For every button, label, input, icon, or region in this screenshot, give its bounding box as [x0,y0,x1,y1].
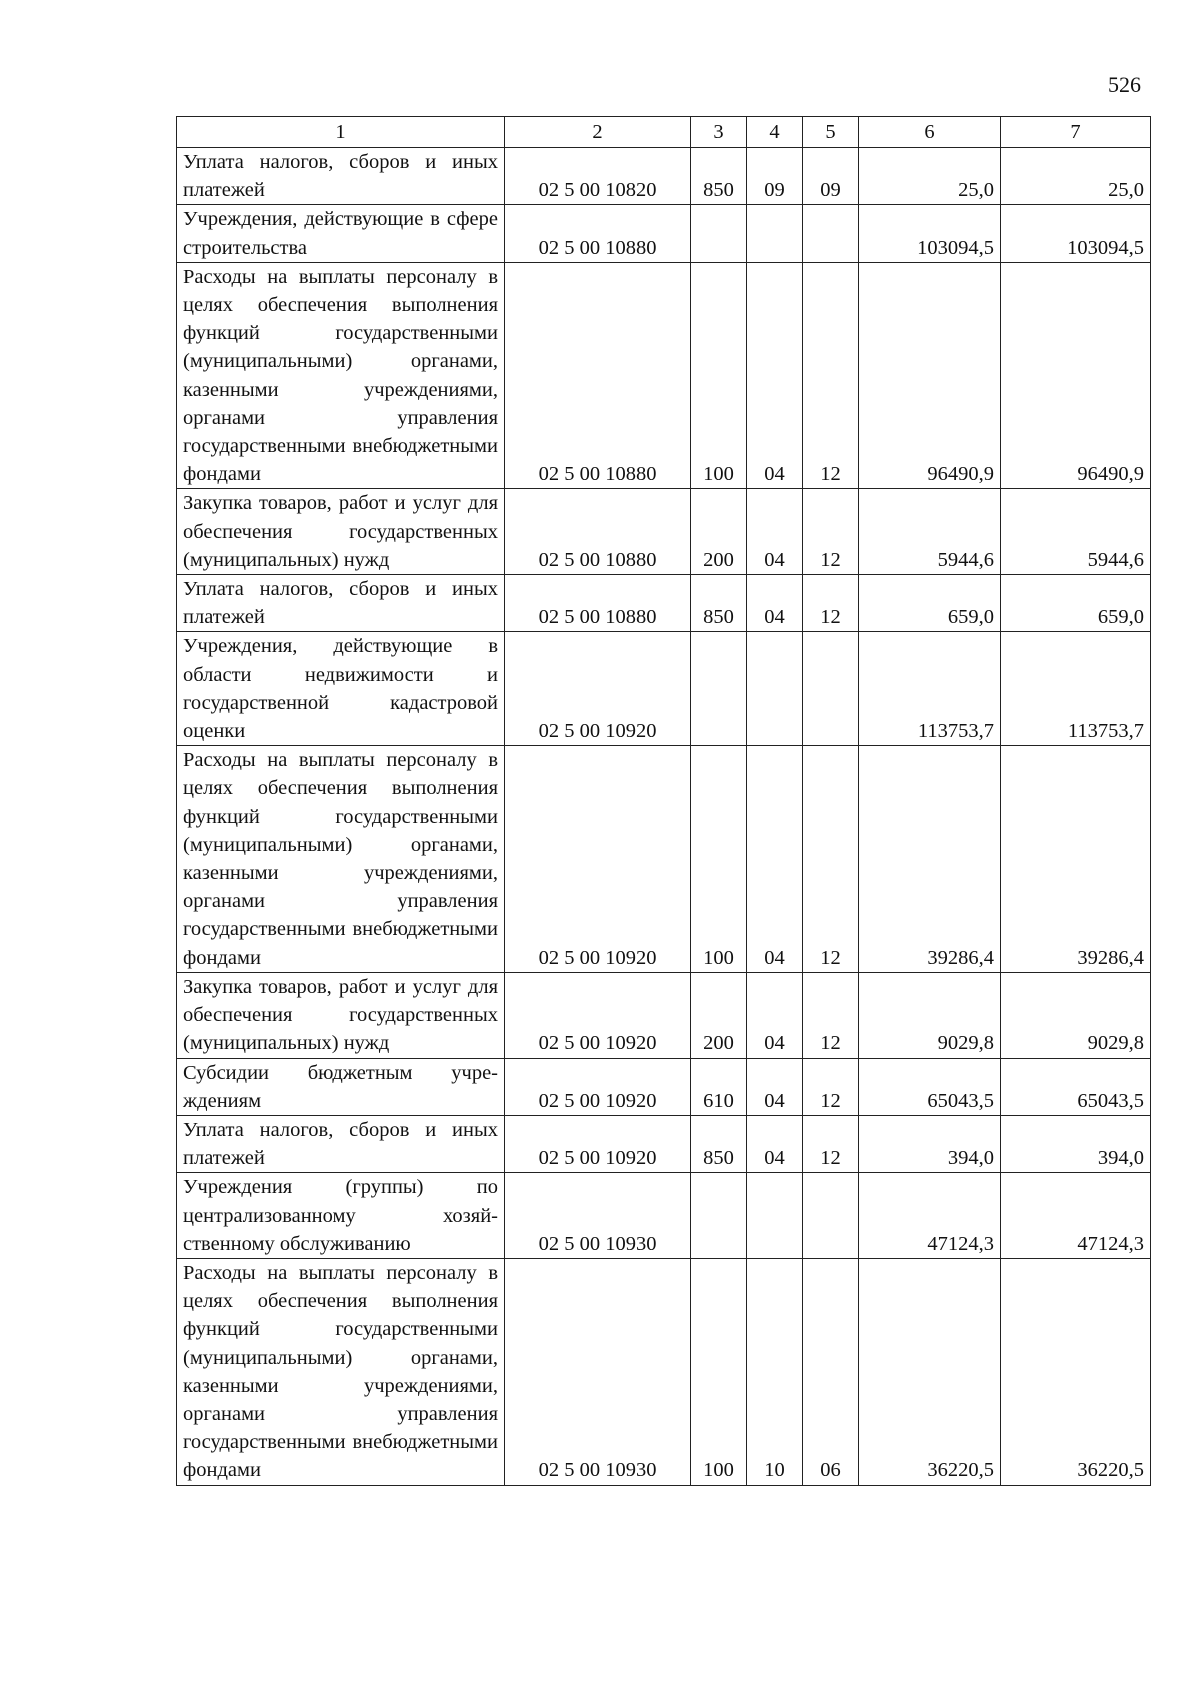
amount-col7: 394,0 [1001,1115,1151,1172]
expense-type: 200 [691,489,747,575]
subsection: 12 [803,575,859,632]
expense-name: Учреждения, действующие в сфере строительства [177,205,505,262]
section: 09 [747,148,803,205]
table-row [177,262,1151,489]
amount-col7: 5944,6 [1001,489,1151,575]
table-row [177,746,1151,973]
expense-name: Субсидии бюджетным учреждениям [177,1058,505,1115]
table-row [177,148,1151,205]
column-header: 4 [747,117,803,148]
amount-col7: 659,0 [1001,575,1151,632]
column-header: 5 [803,117,859,148]
expense-type: 850 [691,1115,747,1172]
expense-name: Учреждения, действующие в области недвижимости и государственной кадастровой оценки [177,632,505,746]
amount-col7: 113753,7 [1001,632,1151,746]
amount-col6: 9029,8 [859,972,1001,1058]
amount-col7: 96490,9 [1001,262,1151,489]
section [747,632,803,746]
section [747,1173,803,1259]
amount-col7: 36220,5 [1001,1258,1151,1485]
expense-name: Расходы на выплаты персоналу в целях обеспечения выполнения функций государственными (муниципальными) органами, казенными учреждениями, органами управления государственными внебюджетными фондами [177,746,505,973]
target-code: 02 5 00 10920 [505,972,691,1058]
target-code: 02 5 00 10930 [505,1258,691,1485]
expense-type [691,632,747,746]
subsection [803,205,859,262]
expense-type [691,205,747,262]
expense-name: Расходы на выплаты персоналу в целях обеспечения выполнения функций государственными (муниципальными) органами, казенными учреждениями, органами управления государственными внебюджетными фондами [177,1258,505,1485]
subsection [803,632,859,746]
table-row [177,972,1151,1058]
expense-type: 610 [691,1058,747,1115]
amount-col7: 47124,3 [1001,1173,1151,1259]
table-row [177,205,1151,262]
column-header: 3 [691,117,747,148]
subsection: 12 [803,262,859,489]
amount-col6: 113753,7 [859,632,1001,746]
target-code: 02 5 00 10880 [505,205,691,262]
section: 04 [747,972,803,1058]
section [747,205,803,262]
target-code: 02 5 00 10920 [505,1115,691,1172]
target-code: 02 5 00 10920 [505,632,691,746]
subsection [803,1173,859,1259]
target-code: 02 5 00 10880 [505,575,691,632]
target-code: 02 5 00 10920 [505,746,691,973]
subsection: 06 [803,1258,859,1485]
target-code: 02 5 00 10880 [505,489,691,575]
expense-name: Уплата налогов, сборов и иных платежей [177,575,505,632]
amount-col7: 25,0 [1001,148,1151,205]
subsection: 09 [803,148,859,205]
amount-col6: 394,0 [859,1115,1001,1172]
expense-type: 200 [691,972,747,1058]
target-code: 02 5 00 10880 [505,262,691,489]
expense-type [691,1173,747,1259]
column-header: 7 [1001,117,1151,148]
expense-type: 850 [691,575,747,632]
column-header: 2 [505,117,691,148]
amount-col6: 39286,4 [859,746,1001,973]
target-code: 02 5 00 10930 [505,1173,691,1259]
target-code: 02 5 00 10820 [505,148,691,205]
subsection: 12 [803,746,859,973]
subsection: 12 [803,972,859,1058]
amount-col7: 65043,5 [1001,1058,1151,1115]
table-row [177,1173,1151,1259]
section: 04 [747,489,803,575]
table-row [177,575,1151,632]
expense-type: 100 [691,262,747,489]
amount-col6: 65043,5 [859,1058,1001,1115]
expense-name: Уплата налогов, сборов и иных платежей [177,1115,505,1172]
amount-col7: 39286,4 [1001,746,1151,973]
table-row [177,632,1151,746]
page-number: 526 [1108,72,1141,97]
amount-col6: 47124,3 [859,1173,1001,1259]
subsection: 12 [803,489,859,575]
expense-type: 850 [691,148,747,205]
expense-name: Закупка товаров, работ и услуг для обеспечения государственных (муниципальных) нужд [177,972,505,1058]
section: 04 [747,746,803,973]
expense-name: Закупка товаров, работ и услуг для обеспечения государственных (муниципальных) нужд [177,489,505,575]
amount-col6: 103094,5 [859,205,1001,262]
column-header: 6 [859,117,1001,148]
subsection: 12 [803,1058,859,1115]
expense-type: 100 [691,746,747,973]
budget-table [176,116,1151,1486]
target-code: 02 5 00 10920 [505,1058,691,1115]
section: 04 [747,262,803,489]
amount-col7: 103094,5 [1001,205,1151,262]
expense-name: Учреждения (группы) по централизованному хозяйственному обслуживанию [177,1173,505,1259]
amount-col6: 96490,9 [859,262,1001,489]
subsection: 12 [803,1115,859,1172]
amount-col6: 659,0 [859,575,1001,632]
table-row [177,1058,1151,1115]
column-header: 1 [177,117,505,148]
header-row [177,117,1151,148]
section: 04 [747,1115,803,1172]
amount-col7: 9029,8 [1001,972,1151,1058]
expense-type: 100 [691,1258,747,1485]
amount-col6: 25,0 [859,148,1001,205]
table-row [177,489,1151,575]
table-row [177,1258,1151,1485]
amount-col6: 5944,6 [859,489,1001,575]
expense-name: Расходы на выплаты персоналу в целях обеспечения выполнения функций государственными (муниципальными) органами, казенными учреждениями, органами управления государственными внебюджетными фондами [177,262,505,489]
expense-name: Уплата налогов, сборов и иных платежей [177,148,505,205]
amount-col6: 36220,5 [859,1258,1001,1485]
section: 04 [747,575,803,632]
section: 10 [747,1258,803,1485]
table-row [177,1115,1151,1172]
section: 04 [747,1058,803,1115]
